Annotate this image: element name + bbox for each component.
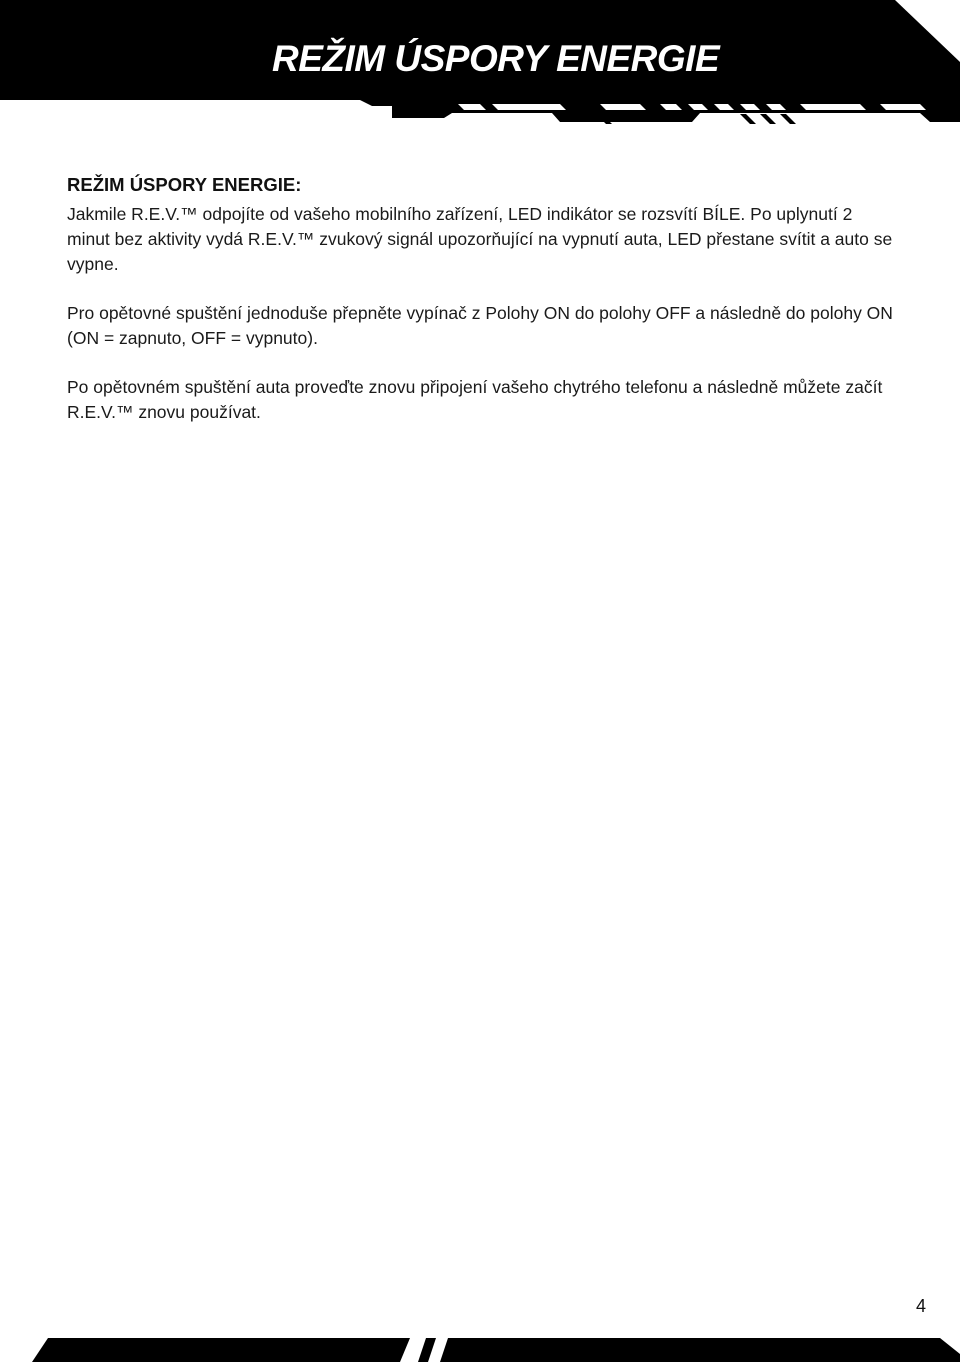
section-heading: REŽIM ÚSPORY ENERGIE: xyxy=(67,174,302,195)
section-content xyxy=(67,172,897,449)
paragraph-reconnect: Po opětovném spuštění auta proveďte znovu připojení vašeho chytrého telefonu a následně můžete začít R.E.V.™ znovu používat. xyxy=(67,377,883,422)
paragraph-auto-shutdown: Jakmile R.E.V.™ odpojíte od vašeho mobilního zařízení, LED indikátor se rozsvítí BÍLE. Po uplynutí 2 minut bez aktivity vydá R.E.V.™ zvukový signál upozorňující na vypnutí auta, LED přestane svítit a auto se vypne. xyxy=(67,204,893,274)
footer-stripes xyxy=(0,1334,960,1362)
page-number: 4 xyxy=(916,1296,927,1316)
paragraph-restart: Pro opětovné spuštění jednoduše přepněte vypínač z Polohy ON do polohy OFF a následně do polohy ON (ON = zapnuto, OFF = vypnuto). xyxy=(67,303,893,348)
page-title: REŽIM ÚSPORY ENERGIE xyxy=(272,38,720,79)
